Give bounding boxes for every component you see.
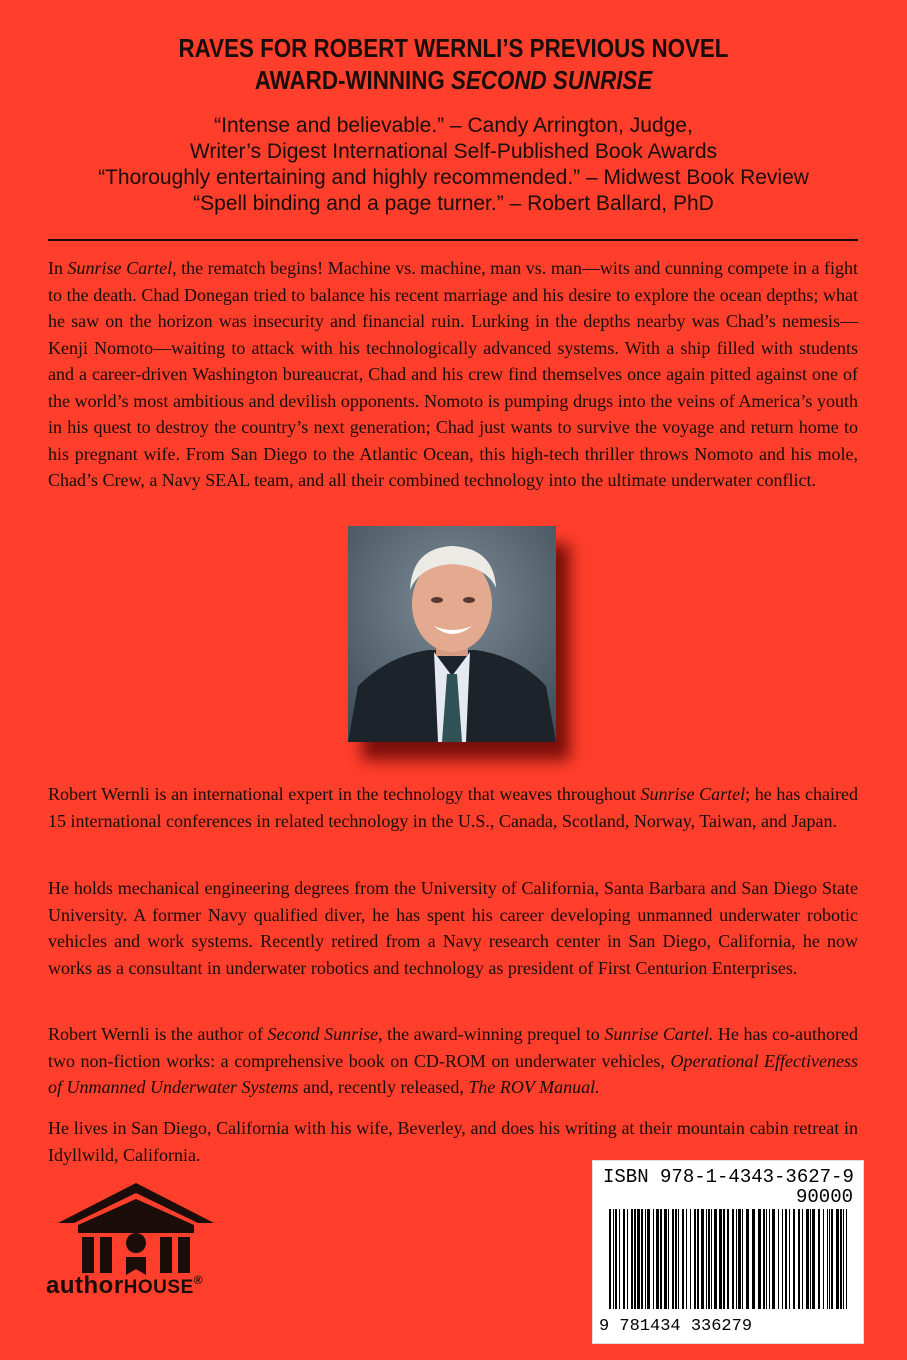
barcode-bar bbox=[619, 1209, 620, 1309]
barcode-bar bbox=[714, 1209, 717, 1309]
bio-book-title: Sunrise Cartel bbox=[640, 784, 746, 804]
publisher-name-a: author bbox=[46, 1272, 124, 1299]
barcode-bar bbox=[697, 1209, 699, 1309]
barcode-bar bbox=[664, 1209, 667, 1309]
barcode-bar bbox=[746, 1209, 749, 1309]
barcode-bar bbox=[802, 1209, 803, 1309]
barcode-bar bbox=[637, 1209, 640, 1309]
quote-line: “Intense and believable.” – Candy Arrington, Judge, bbox=[214, 114, 693, 137]
bio-text: , the award-winning prequel to bbox=[378, 1024, 605, 1044]
barcode-bar bbox=[758, 1209, 761, 1309]
bio-text: Robert Wernli is an international expert in the technology that weaves throughout bbox=[48, 784, 641, 804]
price-code: 90000 bbox=[795, 1186, 853, 1208]
barcode-bar bbox=[706, 1209, 707, 1309]
bio-paragraph-2: He holds mechanical engineering degrees from the University of California, Santa Barbara and San Diego State University. A former Navy qualified diver, he has spent his career developing unmanned underwater robotic vehicles and work systems. Recently retired from a Navy research center in San Diego, California, he now works as a consultant in underwater robotics and technology as president of First Centurion Enterprises. bbox=[48, 878, 858, 978]
bio-book-title: Second Sunrise bbox=[267, 1024, 379, 1044]
back-cover-header bbox=[63, 32, 843, 96]
barcode-bar bbox=[653, 1209, 654, 1309]
quote-line: “Thoroughly entertaining and highly recommended.” – Midwest Book Review bbox=[98, 166, 809, 189]
barcode-bar bbox=[708, 1209, 710, 1309]
bio-book-title: Sunrise Cartel. bbox=[604, 1024, 714, 1044]
barcode-bar bbox=[711, 1209, 712, 1309]
barcode-bar bbox=[719, 1209, 722, 1309]
barcode-bar bbox=[843, 1209, 844, 1309]
registered-mark: ® bbox=[193, 1273, 204, 1287]
barcode-bar bbox=[769, 1209, 770, 1309]
barcode-bar bbox=[656, 1209, 659, 1309]
barcode-bar bbox=[810, 1209, 811, 1309]
bio-book-title: Operational Effectiveness of Unmanned Underwater Systems bbox=[48, 1050, 858, 1097]
barcode-bar bbox=[831, 1209, 833, 1309]
barcode-bar bbox=[727, 1209, 729, 1309]
barcode-bar bbox=[645, 1209, 646, 1309]
barcode-bar bbox=[627, 1209, 628, 1309]
review-quotes bbox=[0, 113, 907, 217]
barcode-bar bbox=[742, 1209, 743, 1309]
ean-number: 9 781434 336279 bbox=[599, 1317, 753, 1336]
synopsis-text: the rematch begins! Machine vs. machine, man vs. man—wits and cunning compete in a fight to the death. Chad Donegan tried to balance his recent marriage and his desire to explore the ocean depths; what he saw on the horizon was insecurity and financial ruin. Lurking in the depths nearby was Chad’s nemesis—Kenji Nomoto—waiting to attack with his technologically advanced systems. With a ship filled with students and a career-driven Washington bureaucrat, Chad and his crew find themselves once again pitted against one of the world’s most ambitious and devilish opponents. Nomoto is pumping drugs into the veins of America’s youth in his quest to destroy the country’s next generation; Chad just wants to survive the voyage and return home to his pregnant wife. From San Diego to the Atlantic Ocean, this high-tech thriller throws Nomoto and his mole, Chad’s Crew, a Navy SEAL team, and all their combined technology into the ultimate underwater conflict. bbox=[48, 258, 858, 490]
divider-rule bbox=[48, 239, 858, 241]
barcode-bar bbox=[806, 1209, 809, 1309]
bio-book-title: The ROV Manual. bbox=[468, 1077, 600, 1097]
barcode-bar bbox=[723, 1209, 725, 1309]
author-photo bbox=[348, 526, 556, 742]
barcode-bars bbox=[607, 1209, 853, 1317]
barcode-bar bbox=[763, 1209, 765, 1309]
barcode-bar bbox=[675, 1209, 677, 1309]
synopsis-lead: In bbox=[48, 258, 68, 278]
isbn-number: ISBN 978-1-4343-3627-9 bbox=[603, 1166, 854, 1188]
barcode-bar bbox=[623, 1209, 625, 1309]
quote-line: Writer’s Digest International Self-Published Book Awards bbox=[189, 140, 718, 163]
header-line-2-prefix: AWARD-WINNING bbox=[254, 65, 451, 95]
bio-paragraph-4: He lives in San Diego, California with his wife, Beverley, and does his writing at their mountain cabin retreat in Idyllwild, California. bbox=[48, 1118, 858, 1165]
barcode-bar bbox=[615, 1209, 617, 1309]
barcode-bar bbox=[840, 1209, 842, 1309]
quote-line: “Spell binding and a page turner.” – Robert Ballard, PhD bbox=[193, 192, 714, 215]
barcode-bar bbox=[785, 1209, 787, 1309]
barcode-bar bbox=[647, 1209, 650, 1309]
barcode-bar bbox=[701, 1209, 704, 1309]
bio-text: and, recently released, bbox=[298, 1077, 469, 1097]
bio-text: ; he has chaired 15 international conferences in related technology in the U.S., Canada, Scotland, Norway, Taiwan, and Japan. bbox=[48, 784, 858, 831]
barcode-bar bbox=[686, 1209, 687, 1309]
barcode-bar bbox=[668, 1209, 669, 1309]
barcode-bar bbox=[798, 1209, 800, 1309]
barcode-bar bbox=[823, 1209, 824, 1309]
publisher-name-b: HOUSE bbox=[123, 1277, 194, 1298]
barcode-bar bbox=[682, 1209, 684, 1309]
barcode-bar bbox=[672, 1209, 674, 1309]
isbn-barcode bbox=[592, 1160, 864, 1344]
barcode-bar bbox=[766, 1209, 767, 1309]
barcode-bar bbox=[690, 1209, 691, 1309]
barcode-bar bbox=[738, 1209, 741, 1309]
bio-paragraph-1 bbox=[48, 781, 858, 834]
bio-paragraph-3 bbox=[48, 1021, 858, 1101]
bio-text: He has co-authored two non-fiction works: a comprehensive book on CD-ROM on underwater vehicles, bbox=[48, 1024, 858, 1071]
barcode-bar bbox=[660, 1209, 662, 1309]
synopsis-title: Sunrise Cartel, bbox=[67, 258, 177, 278]
barcode-bar bbox=[829, 1209, 830, 1309]
barcode-bar bbox=[812, 1209, 815, 1309]
barcode-bar bbox=[631, 1209, 633, 1309]
barcode-bar bbox=[789, 1209, 790, 1309]
header-line-2 bbox=[63, 64, 843, 96]
barcode-bar bbox=[613, 1209, 614, 1309]
barcode-bar bbox=[736, 1209, 737, 1309]
barcode-bar bbox=[818, 1209, 820, 1309]
barcode-bar bbox=[678, 1209, 679, 1309]
header-line-1: RAVES FOR ROBERT WERNLI’S PREVIOUS NOVEL bbox=[178, 33, 729, 63]
barcode-bar bbox=[846, 1209, 847, 1309]
barcode-bar bbox=[827, 1209, 828, 1309]
barcode-bar bbox=[694, 1209, 696, 1309]
barcode-bar bbox=[732, 1209, 734, 1309]
barcode-bar bbox=[793, 1209, 795, 1309]
barcode-bar bbox=[772, 1209, 775, 1309]
synopsis-paragraph bbox=[48, 255, 858, 494]
barcode-bar bbox=[782, 1209, 783, 1309]
barcode-bar bbox=[641, 1209, 643, 1309]
barcode-bar bbox=[778, 1209, 779, 1309]
barcode-bar bbox=[752, 1209, 755, 1309]
bio-text: Robert Wernli is the author of bbox=[48, 1024, 268, 1044]
barcode-bar bbox=[634, 1209, 636, 1309]
barcode-bar bbox=[836, 1209, 839, 1309]
barcode-bar bbox=[609, 1209, 611, 1309]
header-book-title: SECOND SUNRISE bbox=[450, 65, 653, 95]
publisher-name bbox=[46, 1272, 203, 1300]
